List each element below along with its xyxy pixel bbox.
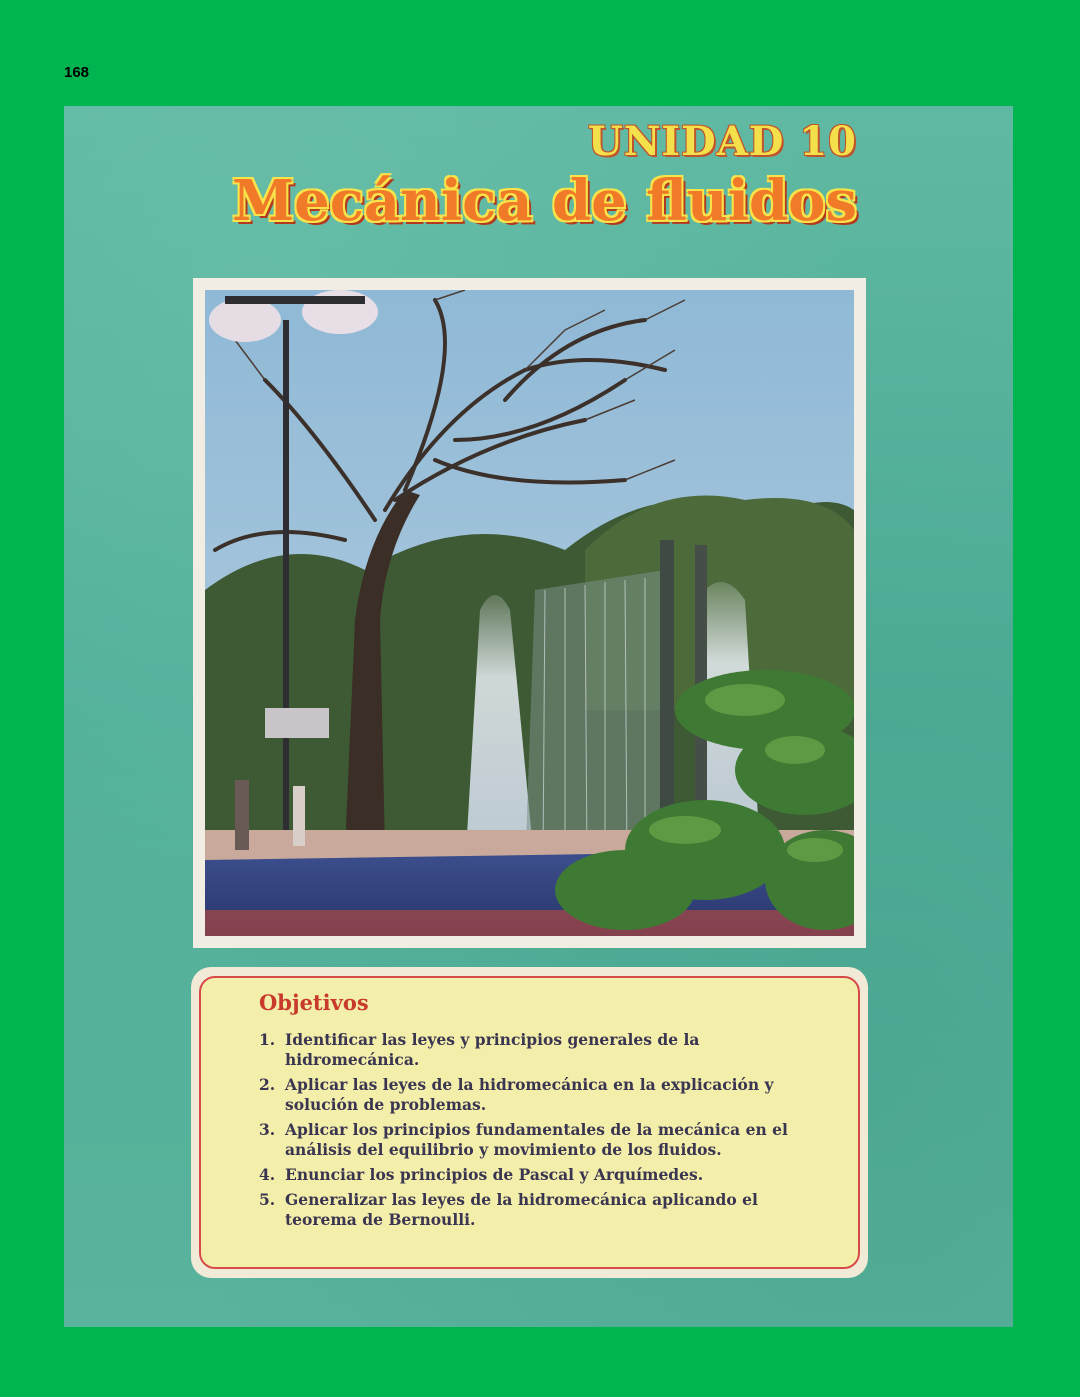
fountain-photo <box>205 290 854 936</box>
item-number: 3. <box>259 1120 276 1139</box>
photo-frame <box>193 278 866 948</box>
objectives-frame <box>199 976 860 1269</box>
unit-title: Mecánica de fluidos <box>232 168 857 234</box>
objectives-list <box>259 1030 799 1235</box>
objectives-box <box>191 967 868 1278</box>
item-number: 1. <box>259 1030 276 1049</box>
objectives-heading: Objetivos <box>259 990 369 1015</box>
item-text: Enunciar los principios de Pascal y Arquímedes. <box>285 1165 704 1184</box>
scanned-page <box>64 106 1013 1327</box>
item-text: Identificar las leyes y principios generales de la hidromecánica. <box>285 1030 700 1069</box>
item-number: 5. <box>259 1190 276 1209</box>
unit-label: UNIDAD 10 <box>587 118 857 165</box>
list-item <box>259 1030 799 1070</box>
park-fountain-icon <box>205 290 854 936</box>
item-text: Aplicar los principios fundamentales de la mecánica en el análisis del equilibrio y movimiento de los fluidos. <box>285 1120 788 1159</box>
item-number: 2. <box>259 1075 276 1094</box>
list-item <box>259 1190 799 1230</box>
list-item <box>259 1075 799 1115</box>
list-item <box>259 1165 799 1185</box>
list-item <box>259 1120 799 1160</box>
item-number: 4. <box>259 1165 276 1184</box>
item-text: Aplicar las leyes de la hidromecánica en la explicación y solución de problemas. <box>285 1075 774 1114</box>
item-text: Generalizar las leyes de la hidromecánica aplicando el teorema de Bernoulli. <box>285 1190 758 1229</box>
page-number: 168 <box>64 64 90 81</box>
